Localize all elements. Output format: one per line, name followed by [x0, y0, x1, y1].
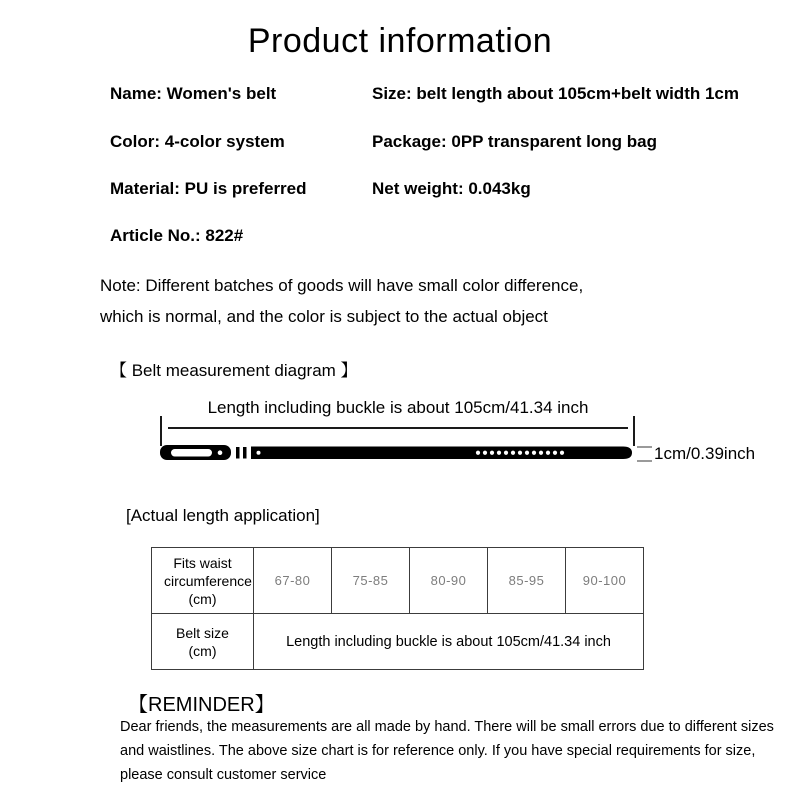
measurement-line — [168, 427, 628, 429]
measurement-tick-right — [633, 416, 635, 446]
spec-name: Name: Women's belt — [110, 84, 277, 103]
belt-diagram-heading: 【 Belt measurement diagram 】 — [110, 361, 358, 380]
actual-length-heading: [Actual length application] — [126, 506, 320, 525]
spec-color: Color: 4-color system — [110, 132, 285, 151]
reminder-line-3: please consult customer service — [120, 767, 327, 783]
belt-width-bracket-bottom — [637, 460, 652, 462]
belt-strap-dot — [257, 451, 261, 455]
waist-header-cell: Fits waist circumference (cm) — [152, 548, 254, 614]
belt-keeper-bar-1 — [236, 447, 240, 459]
spec-material: Material: PU is preferred — [110, 179, 307, 198]
waist-range-cell: 67-80 — [254, 548, 332, 614]
waist-range-cell: 90-100 — [566, 548, 644, 614]
belt-width-bracket-top — [637, 446, 652, 448]
waist-range-cell: 75-85 — [332, 548, 410, 614]
note-line-1: Note: Different batches of goods will have small color difference, — [100, 276, 584, 295]
table-row-waist — [152, 548, 644, 614]
spec-package: Package: 0PP transparent long bag — [372, 132, 657, 151]
spec-article-no: Article No.: 822# — [110, 226, 244, 245]
belt-size-header-cell: Belt size (cm) — [152, 614, 254, 670]
belt-length-label: Length including buckle is about 105cm/41.34 inch — [207, 398, 589, 417]
waist-range-cell: 85-95 — [488, 548, 566, 614]
belt-size-value-cell: Length including buckle is about 105cm/41.34 inch — [254, 614, 644, 670]
belt-buckle-opening — [171, 449, 212, 457]
measurement-tick-left — [160, 416, 162, 446]
belt-strap — [251, 447, 632, 460]
belt-buckle-pin-hole — [218, 450, 223, 455]
spec-net-weight: Net weight: 0.043kg — [372, 179, 531, 198]
belt-illustration — [160, 443, 636, 463]
belt-width-label: 1cm/0.39inch — [654, 444, 756, 463]
belt-keeper-bar-2 — [243, 447, 247, 459]
spec-size: Size: belt length about 105cm+belt width 1cm — [372, 84, 739, 103]
reminder-line-1: Dear friends, the measurements are all made by hand. There will be small errors due to different sizes — [120, 719, 774, 735]
reminder-heading: 【REMINDER】 — [128, 694, 275, 716]
page-title: Product information — [247, 22, 553, 60]
waist-range-cell: 80-90 — [410, 548, 488, 614]
note-line-2: which is normal, and the color is subject to the actual object — [100, 307, 548, 326]
reminder-line-2: and waistlines. The above size chart is for reference only. If you have special requirements for size, — [120, 743, 756, 759]
size-table — [151, 547, 644, 670]
table-row-belt-size — [152, 614, 644, 670]
